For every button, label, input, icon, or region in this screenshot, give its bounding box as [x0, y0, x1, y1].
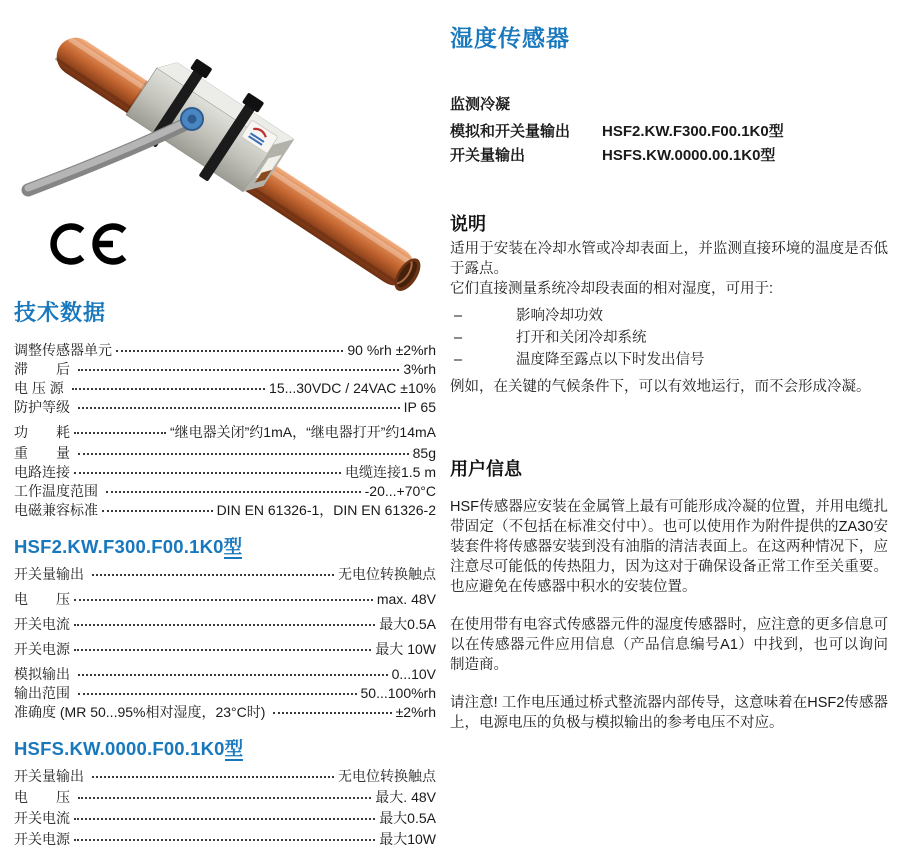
dotted-leader	[78, 797, 371, 799]
technical-data-heading: 技术数据	[14, 300, 107, 325]
user-info-paragraph: HSF传感器应安装在金属管上最有可能形成冷凝的位置，并用电缆扎带固定（不包括在标准交付中）。也可以使用作为附件提供的ZA30安装套件将传感器安装到没有油脂的清洁表面上。在这两种情况下，应注意尽可能低的传热阻力，因为这对于确保设备正常工作至关重要。也应避免在传感器中积水的安装位置。	[450, 499, 888, 595]
dotted-leader	[72, 388, 265, 390]
description-paragraph: 它们直接测量系统冷却段表面的相对湿度，可用于:	[450, 281, 774, 297]
spec-label: 防护等级	[14, 399, 74, 415]
spec-row	[14, 705, 436, 720]
description-heading: 说明	[450, 214, 486, 234]
spec-row	[14, 832, 436, 846]
dotted-leader	[92, 574, 334, 576]
spec-value: 无电位转换触点	[338, 768, 436, 784]
dotted-leader	[116, 350, 343, 352]
spec-row	[14, 425, 436, 440]
description-paragraph: 例如，在关键的气候条件下，可以有效地运行，而不会形成冷凝。	[450, 379, 871, 395]
spec-label: 准确度 (MR 50...95%相对湿度，23°C时)	[14, 704, 270, 720]
spec-label: 电 压 源	[14, 380, 68, 396]
spec-value: 50...100%rh	[360, 685, 436, 701]
model-suffix: 型	[223, 536, 243, 557]
bullet-item	[450, 327, 888, 349]
dotted-leader	[106, 491, 361, 493]
spec-row	[14, 465, 436, 480]
model-line	[450, 120, 888, 144]
spec-label: 开关量输出	[14, 768, 88, 784]
spec-row	[14, 769, 436, 784]
dotted-leader	[273, 712, 391, 714]
spec-value: 3%rh	[403, 361, 436, 377]
model-code: HSFS.KW.0000.00.1K0型	[602, 147, 776, 164]
dotted-leader	[78, 674, 388, 676]
spec-value: 85g	[412, 445, 436, 461]
spec-label: 工作温度范围	[14, 483, 102, 499]
spec-label: 开关电流	[14, 810, 70, 826]
bullet-text: 温度降至露点以下时发出信号	[516, 352, 705, 368]
spec-row	[14, 592, 436, 607]
spec-label: 电 压	[14, 789, 74, 805]
spec-row	[14, 567, 436, 582]
info-column	[450, 20, 888, 733]
model-hsf2-heading	[14, 533, 436, 559]
spec-label: 开关电流	[14, 616, 70, 632]
spec-value: 最大10W	[379, 831, 436, 846]
spec-row	[14, 667, 436, 682]
description-bullet-list	[450, 305, 888, 371]
spec-row	[14, 343, 436, 358]
bullet-dash: –	[454, 330, 463, 346]
spec-row	[14, 617, 436, 632]
user-info-heading: 用户信息	[450, 459, 522, 479]
spec-row	[14, 381, 436, 396]
spec-row	[14, 790, 436, 805]
spec-value: 最大. 48V	[375, 789, 436, 805]
spec-row	[14, 400, 436, 415]
spec-label: 电路连接	[14, 464, 70, 480]
spec-label: 电 压	[14, 591, 70, 607]
sensor-photo-illustration	[14, 4, 424, 296]
spec-value: max. 48V	[376, 591, 436, 607]
model-code: HSFS.KW.0000.F00.1K0	[14, 738, 225, 759]
dotted-leader	[78, 369, 399, 371]
cable	[28, 120, 190, 190]
technical-data-column	[14, 296, 436, 846]
spec-label: 开关量输出	[14, 566, 88, 582]
dotted-leader	[78, 407, 400, 409]
spec-label: 开关电源	[14, 831, 70, 846]
bullet-item	[450, 349, 888, 371]
spec-value: 最大0.5A	[379, 616, 436, 632]
spec-row	[14, 362, 436, 377]
spec-value: 15...30VDC / 24VAC ±10%	[269, 380, 436, 396]
product-photo	[14, 4, 424, 296]
spec-value: ±2%rh	[395, 704, 436, 720]
dotted-leader	[74, 472, 341, 474]
spec-value: 无电位转换触点	[338, 566, 436, 582]
spec-value: 电缆连接1.5 m	[344, 464, 436, 480]
spec-value: 90 %rh ±2%rh	[347, 342, 436, 358]
spec-label: 模拟输出	[14, 666, 74, 682]
page-title: 湿度传感器	[450, 25, 570, 51]
model-code: HSF2.KW.F300.F00.1K0	[14, 536, 224, 557]
dotted-leader	[74, 649, 371, 651]
dotted-leader	[74, 599, 373, 601]
dotted-leader	[102, 510, 213, 512]
bullet-dash: –	[454, 352, 463, 368]
spec-row	[14, 642, 436, 657]
spec-value: 0...10V	[391, 666, 436, 682]
spec-label: 功 耗	[14, 424, 70, 440]
dotted-leader	[78, 693, 357, 695]
bullet-text: 影响冷却功效	[516, 308, 603, 324]
model-code: HSF2.KW.F300.F00.1K0型	[602, 123, 784, 140]
description-section	[450, 210, 888, 397]
monitor-condensation-label: 监测冷凝	[450, 96, 511, 113]
spec-label: 开关电源	[14, 641, 70, 657]
model-suffix: 型	[224, 738, 244, 759]
user-info-section	[450, 455, 888, 733]
user-info-paragraph: 在使用带有电容式传感器元件的湿度传感器时，应注意的更多信息可以在传感器元件应用信息（产品信息编号A1）中找到，也可以询问制造商。	[450, 617, 888, 673]
spec-value: 最大0.5A	[379, 810, 436, 826]
model-output-label: 模拟和开关量输出	[450, 123, 575, 140]
spec-row	[14, 686, 436, 701]
model-hsfs-heading	[14, 735, 436, 761]
spec-value: “继电器关闭”约1mA，“继电器打开”约14mA	[169, 424, 436, 440]
bullet-text: 打开和关闭冷却系统	[516, 330, 647, 346]
user-info-paragraph: 请注意! 工作电压通过桥式整流器内部传导，这意味着在HSF2传感器上，电源电压的负极与模拟输出的参考电压不对应。	[450, 695, 888, 731]
dotted-leader	[74, 624, 375, 626]
bullet-dash: –	[454, 308, 463, 324]
spec-label: 输出范围	[14, 685, 74, 701]
spec-value: 最大 10W	[375, 641, 436, 657]
spec-label: 电磁兼容标准	[14, 502, 98, 518]
dotted-leader	[78, 453, 409, 455]
ce-mark-icon	[54, 227, 125, 262]
model-output-label: 开关量输出	[450, 147, 526, 164]
spec-row	[14, 446, 436, 461]
cable-gland	[181, 108, 203, 130]
spec-label: 重 量	[14, 445, 74, 461]
spec-label: 滞 后	[14, 361, 74, 377]
spec-row	[14, 484, 436, 499]
dotted-leader	[92, 776, 334, 778]
description-paragraph: 适用于安装在冷却水管或冷却表面上，并监测直接环境的温度是否低于露点。	[450, 241, 888, 277]
bullet-item	[450, 305, 888, 327]
spec-value: -20...+70°C	[364, 483, 436, 499]
spec-row	[14, 503, 436, 518]
dotted-leader	[74, 818, 375, 820]
spec-label: 调整传感器单元	[14, 342, 112, 358]
model-line	[450, 144, 888, 168]
dotted-leader	[74, 839, 375, 841]
dotted-leader	[74, 432, 166, 434]
spec-value: IP 65	[403, 399, 436, 415]
spec-row	[14, 811, 436, 826]
spec-value: DIN EN 61326-1，DIN EN 61326-2	[216, 502, 436, 518]
